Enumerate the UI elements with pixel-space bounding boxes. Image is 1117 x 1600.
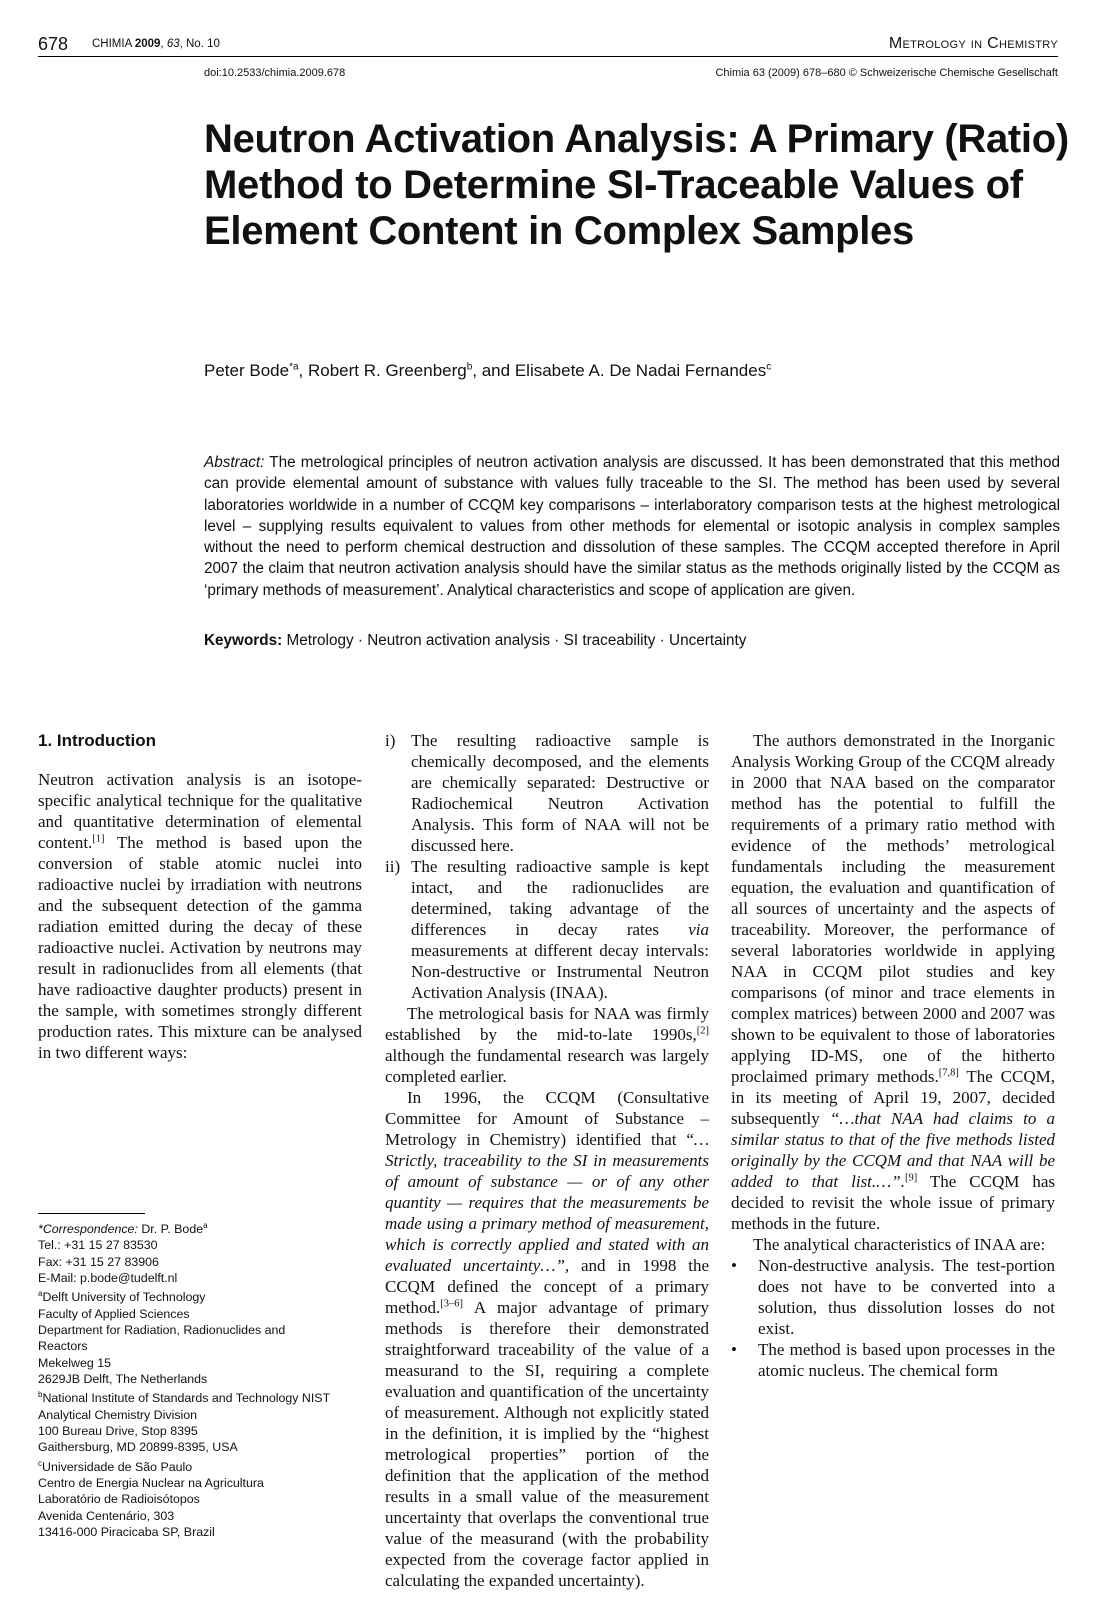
abstract [204, 452, 1060, 601]
italic-text: via [688, 920, 709, 939]
keywords [204, 632, 746, 650]
keywords-text: Metrology · Neutron activation analysis · SI traceability · Uncertainty [286, 632, 747, 649]
affiliation-text: National Institute of Standards and Technology NIST [42, 1391, 331, 1406]
author-affiliation-mark: b [466, 361, 473, 373]
author-name: Elisabete A. De Nadai Fernandes [514, 361, 767, 380]
affiliation-line [38, 1387, 368, 1406]
paragraph [731, 730, 1055, 1234]
page-number: 678 [38, 34, 69, 54]
footnote-rule [38, 1213, 145, 1214]
quote: “…that NAA had claims to a similar status to that of the five methods listed originally by the CCQM and that NAA will be added to that list.…”. [731, 1109, 1055, 1191]
fax: Fax: +31 15 27 83906 [38, 1254, 159, 1269]
reference-mark: [2] [696, 1025, 709, 1037]
paragraph [38, 769, 362, 1063]
correspondence-footnote [38, 1213, 368, 1540]
text: The CCQM has decided to revisit the whole issue of primary methods in the future. [731, 1172, 1055, 1233]
affiliation-text: Universidade de São Paulo [42, 1459, 193, 1474]
list-item [385, 856, 709, 1003]
article-title: Neutron Activation Analysis: A Primary (Ratio) Method to Determine SI-Traceable Values of Element Content in Complex Samples [204, 117, 1069, 253]
journal-reference: CHIMIA 2009, 63, No. 10 [92, 38, 220, 50]
affiliation-line: 100 Bureau Drive, Stop 8395 [38, 1423, 198, 1438]
keywords-label: Keywords: [204, 632, 283, 649]
author-name: Peter Bode [204, 361, 290, 380]
text: The metrological basis for NAA was firmly established by the mid-to-late 1990s, [385, 1004, 709, 1044]
paragraph [385, 1003, 709, 1087]
author-separator: , and [472, 361, 515, 380]
text: A major advantage of primary methods is therefore their demonstrated straightforward traceability of the value of a measurand to the SI, requiring a complete evaluation and quantification of the uncertainty of measurement. Although not explicitly stated in the definition, it is implied by the “highest metrological properties” portion of the definition that the application of the method results in a small value of the measurement uncertainty that overlaps the conventional true value of the measurand (with the probability expected from the coverage factor applied in calculating the expanded uncertainty). [385, 1298, 709, 1590]
running-header [38, 34, 1058, 57]
journal-name: CHIMIA [92, 38, 132, 50]
affiliation-mark: b [38, 1390, 43, 1400]
text: The method is based upon the conversion of stable atomic nuclei into radioactive nuclei by irradiation with neutrons and the subsequent detection of the gamma radiation emitted during the decay of these radioactive nuclei. Activation by neutrons may result in radionuclides from all elements (that have radioactive daughter products) present in the sample, with sometimes strongly different production rates. This mixture can be analysed in two different ways: [38, 833, 362, 1062]
quote: …Strictly, traceability to the SI in measurements of amount of substance — or of any other quantity — requires that the measurements be made using a primary method of measurement, which is correctly applied and stated with an evaluated uncertainty…”, [385, 1130, 709, 1275]
list-item [731, 1339, 1055, 1381]
reference-mark: [3–6] [440, 1298, 463, 1310]
text-column-2 [385, 730, 709, 1590]
affiliation-line: Faculty of Applied Sciences [38, 1306, 190, 1321]
affiliation-line: Mekelweg 15 [38, 1355, 112, 1370]
text: The authors demonstrated in the Inorganic Analysis Working Group of the CCQM already in 2000 that NAA based on the comparator method has the potential to fulfill the requirements of a primary ratio method with evidence of the methods’ metrological fundamentals including the measurement equation, the evaluation and quantification of all sources of uncertainty and the aspects of traceability. Moreover, the performance of several laboratories worldwide in applying NAA in CCQM pilot studies and key comparisons (of minor and trace elements in complex matrices) between 2000 and 2007 was shown to be equivalent to those of laboratories applying ID-MS, one of the hitherto proclaimed primary methods. [731, 731, 1055, 1086]
text: The CCQM, in its meeting of April 19, 2007, decided subsequently [731, 1067, 1055, 1128]
bullet-icon: • [731, 1340, 737, 1359]
list-label: ii) [385, 857, 401, 876]
author-list [204, 361, 771, 381]
affiliation-line: Analytical Chemistry Division [38, 1407, 198, 1422]
affiliation-line [38, 1456, 368, 1475]
affiliation-mark: a [203, 1221, 208, 1230]
reference-mark: [9] [904, 1172, 918, 1184]
text: measurements at different decay intervals: Non-destructive or Instrumental Neutron Activation Analysis (INAA). [411, 941, 709, 1002]
list-item [731, 1255, 1055, 1339]
list-text: The method is based upon processes in the atomic nucleus. The chemical form [758, 1340, 1055, 1380]
reference-mark: [7,8] [938, 1067, 959, 1079]
affiliation-mark: a [38, 1289, 43, 1299]
list-item [385, 730, 709, 856]
reference-mark: [1] [92, 833, 105, 845]
text: The resulting radioactive sample is kept intact, and the radionuclides are determined, taking advantage of the differences in decay rates [411, 857, 709, 939]
journal-year: 2009 [134, 38, 161, 50]
author-affiliation-mark: c [766, 361, 772, 373]
section-title: Metrology in Chemistry [888, 35, 1058, 52]
affiliation-line [38, 1286, 368, 1305]
list-text [411, 856, 709, 1003]
telephone: Tel.: +31 15 27 83530 [38, 1238, 158, 1253]
affiliation-line: Reactors [38, 1339, 88, 1354]
bullet-icon: • [731, 1256, 737, 1275]
affiliation-mark: c [38, 1458, 42, 1468]
affiliation-line: Department for Radiation, Radionuclides and [38, 1323, 286, 1338]
correspondence-label: *Correspondence: [38, 1222, 138, 1237]
text-column-1 [38, 730, 362, 1200]
author-affiliation-mark: *a [289, 361, 299, 373]
text: and in 1998 the CCQM defined the concept of a primary method. [385, 1256, 709, 1317]
affiliation-line: 2629JB Delft, The Netherlands [38, 1371, 208, 1386]
affiliation-line: Gaithersburg, MD 20899-8395, USA [38, 1440, 238, 1455]
affiliation-line: 13416-000 Piracicaba SP, Brazil [38, 1524, 215, 1539]
doi: doi:10.2533/chimia.2009.678 [204, 67, 346, 79]
email: E-Mail: p.bode@tudelft.nl [38, 1271, 178, 1286]
paragraph [385, 1087, 709, 1591]
list-text: The resulting radioactive sample is chemically decomposed, and the elements are chemically separated: Destructive or Radiochemical Neutron Activation Analysis. This form of NAA will not be discussed here. [411, 731, 709, 855]
correspondence-line [38, 1218, 368, 1237]
paragraph: The analytical characteristics of INAA are: [753, 1235, 1046, 1254]
text: although the fundamental research was largely completed earlier. [385, 1046, 709, 1086]
affiliation-line: Laboratório de Radioisótopos [38, 1492, 200, 1507]
text: Neutron activation analysis is an isotope-specific analytical technique for the qualitative and quantitative determination of elemental content. [38, 770, 362, 852]
citation-line: Chimia 63 (2009) 678–680 © Schweizerische Chemische Gesellschaft [715, 67, 1058, 79]
affiliation-line: Avenida Centenário, 303 [38, 1508, 175, 1523]
journal-volume: 63 [166, 38, 180, 50]
text: In 1996, the CCQM (Consultative Committee for Amount of Substance – Metrology in Chemistry) identified that “ [385, 1088, 709, 1149]
list-label: i) [385, 731, 396, 750]
abstract-label: Abstract: [204, 454, 265, 471]
list-text: Non-destructive analysis. The test-portion does not have to be converted into a solution, thus dissolution losses do not exist. [758, 1256, 1055, 1338]
text-column-3 [731, 730, 1055, 1556]
affiliation-line: Centro de Energia Nuclear na Agricultura [38, 1475, 264, 1490]
journal-issue: , No. 10 [179, 38, 220, 50]
affiliation-text: Delft University of Technology [42, 1290, 206, 1305]
correspondence-name: Dr. P. Bode [137, 1222, 204, 1237]
section-heading: 1. Introduction [38, 731, 157, 750]
author-name: Robert R. Greenberg [307, 361, 467, 380]
abstract-text: The metrological principles of neutron activation analysis are discussed. It has been demonstrated that this method can provide elemental amount of substance with values fully traceable to the SI. The method has been used by several laboratories worldwide in a number of CCQM key comparisons – interlaboratory comparison tests at the highest metrological level – supplying results equivalent to values from other methods for elemental or isotopic analysis in complex samples without the need to perform chemical destruction and dissolution of these samples. The CCQM accepted therefore in April 2007 the claim that neutron activation analysis should have the similar status as the methods originally listed by the CCQM as ‘primary methods of measurement’. Analytical characteristics and scope of application are given. [204, 454, 1060, 599]
author-separator: , [298, 361, 308, 380]
